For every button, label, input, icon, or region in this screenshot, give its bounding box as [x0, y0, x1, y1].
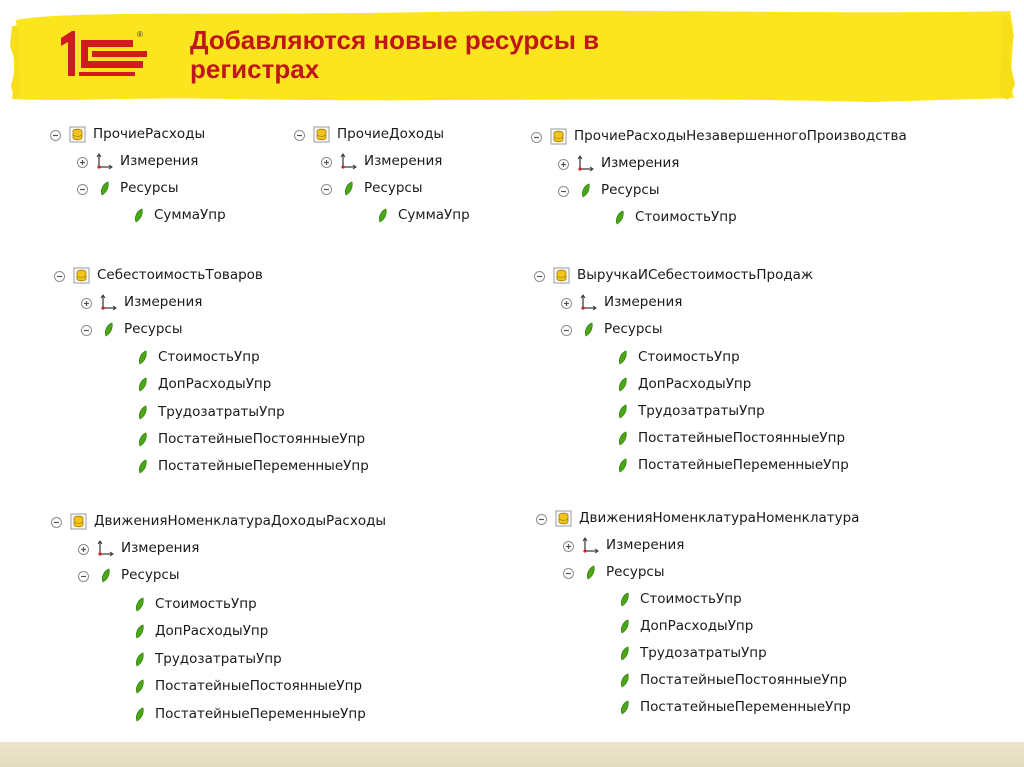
register-name-label: СебестоимостьТоваров: [97, 267, 263, 283]
1c-logo: [55, 28, 150, 80]
resource-item-label: СтоимостьУпр: [635, 209, 737, 225]
resource-item-row[interactable]: [130, 205, 226, 225]
resource-leaf-icon: [616, 645, 633, 662]
resource-leaf-icon: [131, 678, 148, 695]
dimensions-axes-icon: [340, 153, 357, 170]
register-name-label: ДвиженияНоменклатураНоменклатура: [579, 510, 860, 526]
resources-leaf-icon: [96, 180, 113, 197]
resource-item-label: ПостатейныеПеременныеУпр: [155, 706, 366, 722]
resource-item-row[interactable]: [134, 429, 365, 449]
resources-node-label: Ресурсы: [124, 321, 183, 337]
collapse-toggle-icon[interactable]: [534, 270, 545, 281]
collapse-toggle-icon[interactable]: [536, 513, 547, 524]
resource-item-row[interactable]: [614, 428, 845, 448]
resource-item-row[interactable]: [616, 670, 847, 690]
resource-leaf-icon: [131, 651, 148, 668]
resources-node-row[interactable]: [77, 178, 179, 198]
resource-item-row[interactable]: [134, 374, 271, 394]
resource-item-row[interactable]: [616, 697, 851, 717]
resource-leaf-icon: [134, 376, 151, 393]
resources-leaf-icon: [580, 321, 597, 338]
resources-node-row[interactable]: [78, 565, 180, 585]
dimensions-axes-icon: [100, 294, 117, 311]
resources-leaf-icon: [340, 180, 357, 197]
resource-item-row[interactable]: [614, 401, 765, 421]
dimensions-axes-icon: [96, 153, 113, 170]
resource-leaf-icon: [614, 349, 631, 366]
resources-leaf-icon: [577, 182, 594, 199]
resource-item-label: ДопРасходыУпр: [155, 623, 269, 639]
resource-item-label: ПостатейныеПеременныеУпр: [158, 458, 369, 474]
resource-item-label: ДопРасходыУпр: [158, 376, 272, 392]
resource-item-label: СтоимостьУпр: [158, 349, 260, 365]
register-name-label: ДвиженияНоменклатураДоходыРасходы: [94, 513, 387, 529]
dimensions-node-label: Измерения: [121, 540, 200, 556]
slide-title-line-1: Добавляются новые ресурсы в: [190, 25, 600, 55]
resource-item-label: ПостатейныеПостоянныеУпр: [158, 431, 366, 447]
dimensions-node-row[interactable]: [78, 538, 199, 558]
collapse-toggle-icon[interactable]: [558, 185, 569, 196]
resource-leaf-icon: [614, 376, 631, 393]
register-name-label: ВыручкаИСебестоимостьПродаж: [577, 267, 814, 283]
resource-leaf-icon: [131, 706, 148, 723]
dimensions-axes-icon: [97, 540, 114, 557]
resource-item-row[interactable]: [374, 205, 470, 225]
registered-mark: ®: [137, 30, 143, 39]
slide-title: [190, 26, 710, 84]
resource-leaf-icon: [134, 458, 151, 475]
resource-item-row[interactable]: [616, 616, 753, 636]
resource-item-row[interactable]: [131, 676, 362, 696]
resource-item-label: ПостатейныеПеременныеУпр: [640, 699, 851, 715]
collapse-toggle-icon[interactable]: [81, 324, 92, 335]
resource-item-row[interactable]: [614, 347, 740, 367]
resources-node-label: Ресурсы: [606, 564, 665, 580]
slide-title-line-2: регистрах: [190, 54, 320, 84]
collapse-toggle-icon[interactable]: [531, 131, 542, 142]
footer-bar: [0, 742, 1024, 767]
resource-leaf-icon: [134, 431, 151, 448]
resource-item-row[interactable]: [134, 402, 285, 422]
dimensions-node-row[interactable]: [81, 292, 202, 312]
dimensions-axes-icon: [582, 537, 599, 554]
resource-item-row[interactable]: [131, 704, 366, 724]
collapse-toggle-icon[interactable]: [294, 129, 305, 140]
collapse-toggle-icon[interactable]: [561, 324, 572, 335]
dimensions-axes-icon: [580, 294, 597, 311]
resource-item-row[interactable]: [616, 643, 767, 663]
resource-leaf-icon: [614, 457, 631, 474]
dimensions-node-row[interactable]: [558, 153, 679, 173]
1c-logo-mark: [61, 31, 147, 76]
register-name-label: ПрочиеРасходыНезавершенногоПроизводства: [574, 128, 907, 144]
collapse-toggle-icon[interactable]: [77, 183, 88, 194]
resource-item-row[interactable]: [614, 374, 751, 394]
resources-node-label: Ресурсы: [604, 321, 663, 337]
resource-leaf-icon: [131, 596, 148, 613]
register-icon: [555, 510, 572, 527]
resource-leaf-icon: [614, 430, 631, 447]
dimensions-node-label: Измерения: [601, 155, 680, 171]
register-icon: [73, 267, 90, 284]
expand-toggle-icon[interactable]: [558, 158, 569, 169]
resource-item-label: СтоимостьУпр: [640, 591, 742, 607]
resource-item-label: СтоимостьУпр: [638, 349, 740, 365]
register-name-row[interactable]: [51, 511, 386, 531]
dimensions-node-label: Измерения: [364, 153, 443, 169]
dimensions-node-label: Измерения: [120, 153, 199, 169]
expand-toggle-icon[interactable]: [81, 297, 92, 308]
resource-item-label: ПостатейныеПостоянныеУпр: [155, 678, 363, 694]
resource-item-label: СтоимостьУпр: [155, 596, 257, 612]
register-icon: [550, 128, 567, 145]
register-name-row[interactable]: [294, 124, 444, 144]
resources-leaf-icon: [582, 564, 599, 581]
register-name-row[interactable]: [534, 265, 813, 285]
resource-item-label: ПостатейныеПостоянныеУпр: [638, 430, 846, 446]
resource-item-label: ТрудозатратыУпр: [640, 645, 767, 661]
resource-item-row[interactable]: [611, 207, 737, 227]
expand-toggle-icon[interactable]: [563, 540, 574, 551]
register-name-label: ПрочиеДоходы: [337, 126, 445, 142]
resource-leaf-icon: [616, 618, 633, 635]
resource-item-row[interactable]: [614, 455, 849, 475]
expand-toggle-icon[interactable]: [321, 156, 332, 167]
resources-node-label: Ресурсы: [121, 567, 180, 583]
expand-toggle-icon[interactable]: [77, 156, 88, 167]
dimensions-axes-icon: [577, 155, 594, 172]
collapse-toggle-icon[interactable]: [50, 129, 61, 140]
register-name-row[interactable]: [50, 124, 205, 144]
expand-toggle-icon[interactable]: [561, 297, 572, 308]
resource-item-label: СуммаУпр: [398, 207, 470, 223]
resource-item-row[interactable]: [134, 456, 369, 476]
collapse-toggle-icon[interactable]: [54, 270, 65, 281]
register-name-label: ПрочиеРасходы: [93, 126, 206, 142]
resource-item-label: ТрудозатратыУпр: [155, 651, 282, 667]
register-icon: [313, 126, 330, 143]
resource-item-row[interactable]: [616, 589, 742, 609]
dimensions-node-label: Измерения: [604, 294, 683, 310]
register-icon: [70, 513, 87, 530]
resource-item-row[interactable]: [131, 621, 268, 641]
resource-leaf-icon: [374, 207, 391, 224]
register-icon: [553, 267, 570, 284]
resource-item-label: ДопРасходыУпр: [640, 618, 754, 634]
resources-node-label: Ресурсы: [120, 180, 179, 196]
resource-leaf-icon: [611, 209, 628, 226]
expand-toggle-icon[interactable]: [78, 543, 89, 554]
resource-leaf-icon: [614, 403, 631, 420]
collapse-toggle-icon[interactable]: [563, 567, 574, 578]
resources-node-row[interactable]: [81, 319, 183, 339]
dimensions-node-label: Измерения: [606, 537, 685, 553]
register-name-row[interactable]: [54, 265, 263, 285]
collapse-toggle-icon[interactable]: [321, 183, 332, 194]
resource-item-label: ТрудозатратыУпр: [158, 404, 285, 420]
register-name-row[interactable]: [536, 508, 859, 528]
resource-leaf-icon: [616, 591, 633, 608]
dimensions-node-row[interactable]: [321, 151, 442, 171]
resource-item-label: ДопРасходыУпр: [638, 376, 752, 392]
register-icon: [69, 126, 86, 143]
resources-node-row[interactable]: [561, 319, 663, 339]
dimensions-node-row[interactable]: [563, 535, 684, 555]
resources-leaf-icon: [97, 567, 114, 584]
resource-item-label: ТрудозатратыУпр: [638, 403, 765, 419]
resource-item-label: ПостатейныеПостоянныеУпр: [640, 672, 848, 688]
resource-item-label: ПостатейныеПеременныеУпр: [638, 457, 849, 473]
resources-node-label: Ресурсы: [364, 180, 423, 196]
resource-item-row[interactable]: [131, 649, 282, 669]
dimensions-node-row[interactable]: [77, 151, 198, 171]
resource-leaf-icon: [616, 672, 633, 689]
resource-item-row[interactable]: [131, 594, 257, 614]
resource-leaf-icon: [616, 699, 633, 716]
resources-node-row[interactable]: [558, 180, 660, 200]
resource-leaf-icon: [134, 404, 151, 421]
dimensions-node-label: Измерения: [124, 294, 203, 310]
register-name-row[interactable]: [531, 126, 907, 146]
resource-leaf-icon: [134, 349, 151, 366]
resources-leaf-icon: [100, 321, 117, 338]
resources-node-row[interactable]: [321, 178, 423, 198]
collapse-toggle-icon[interactable]: [51, 516, 62, 527]
resources-node-label: Ресурсы: [601, 182, 660, 198]
resource-item-label: СуммаУпр: [154, 207, 226, 223]
resources-node-row[interactable]: [563, 562, 665, 582]
resource-leaf-icon: [130, 207, 147, 224]
resource-item-row[interactable]: [134, 347, 260, 367]
resource-leaf-icon: [131, 623, 148, 640]
dimensions-node-row[interactable]: [561, 292, 682, 312]
collapse-toggle-icon[interactable]: [78, 570, 89, 581]
